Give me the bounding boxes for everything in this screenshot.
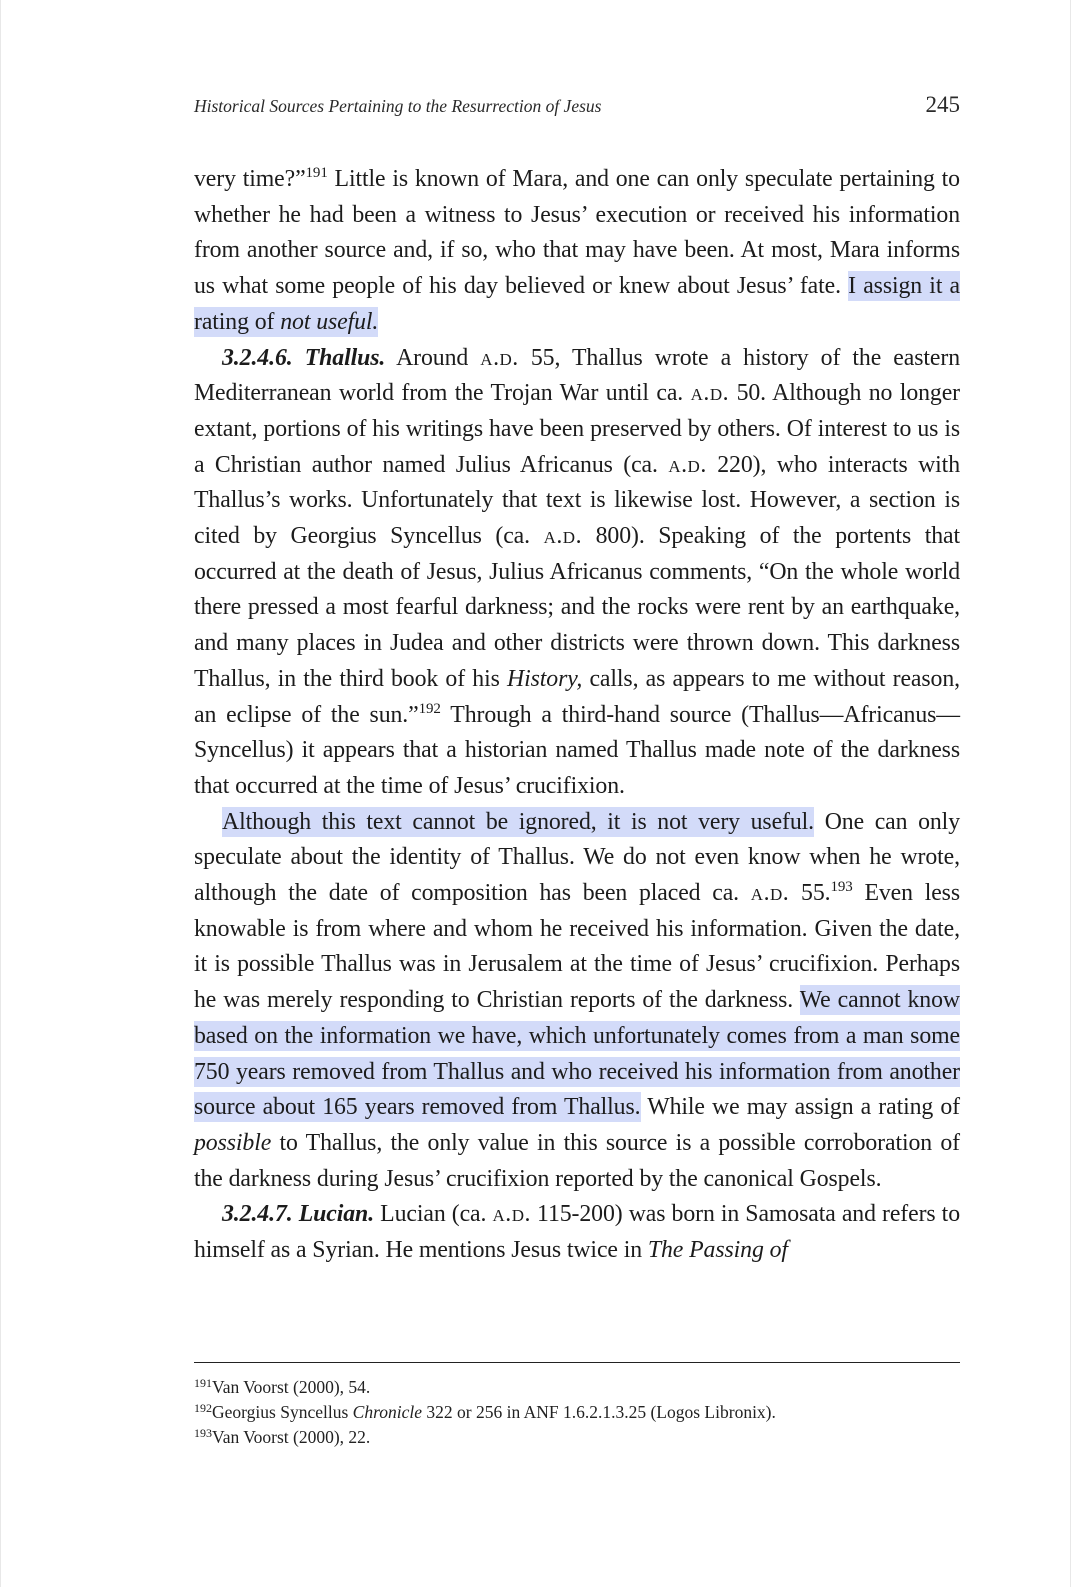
text-run: Even less knowable is from where and whom he received his information. Given the date, it is possible Thallus was in Jerusalem at the time of Jesus’ crucifixion. Perhaps he was merely responding to Christian reports of the darkness. (194, 880, 960, 1014)
footnote-number: 192 (194, 1401, 212, 1415)
footnote-number: 191 (194, 1376, 212, 1390)
paragraph-thallus (194, 341, 960, 805)
text-run: calls, as appears to me without reason, an eclipse of the sun.” (194, 665, 960, 728)
era-abbrev: a.d. (750, 880, 790, 907)
footnote-193 (194, 1425, 960, 1450)
highlight-cannot-know[interactable]: We cannot know based on the information we have, which unfortunately comes from a man some 750 years removed from Thallus and who received his information from another source about 165 years removed from Thallus. (194, 987, 960, 1121)
footnote-text: Van Voorst (2000), 54. (212, 1377, 371, 1397)
era-abbrev: a.d. (543, 523, 583, 550)
paragraph-mara-conclusion (194, 162, 960, 341)
rating-term: not useful. (280, 308, 379, 335)
text-run: 55. (789, 880, 831, 907)
highlight-not-very-useful[interactable]: Although this text cannot be ignored, it is not very useful. (222, 808, 815, 835)
rating-term: possible (194, 1129, 272, 1156)
text-run: 55, Thallus wrote a history of the eastern Mediterranean world from the Trojan War until ca. (194, 344, 960, 407)
paragraph-thallus-evaluation (194, 805, 960, 1198)
section-heading-lucian: Lucian. (298, 1201, 375, 1228)
footnote-192 (194, 1400, 960, 1425)
era-abbrev: a.d. (690, 380, 730, 407)
footnote-text: Van Voorst (2000), 22. (212, 1427, 371, 1447)
running-title: Historical Sources Pertaining to the Resurrection of Jesus (194, 96, 602, 116)
page-number: 245 (925, 92, 960, 117)
section-number: 3.2.4.7. (222, 1201, 299, 1228)
text-run: Around (385, 344, 481, 371)
paragraph-lucian (194, 1197, 960, 1268)
footnote-text: Georgius Syncellus (212, 1402, 353, 1422)
text-run: One can only speculate about the identity of Thallus. We do not even know when he wrote, although the date of composition has been placed ca. (194, 808, 960, 907)
text-run: Little is known of Mara, and one can only speculate pertaining to whether he had been a witness to Jesus’ execution or received his information from another source and, if so, who that may have been. At most, Mara informs us what some people of his day believed or knew about Jesus’ fate. (194, 166, 960, 300)
text-run: 50. Although no longer extant, portions of his writings have been preserved by others. Of interest to us is a Christian author named Julius Africanus (ca. (194, 380, 960, 478)
section-heading-thallus: Thallus. (304, 344, 386, 371)
book-title-history: History, (507, 665, 583, 692)
text-run: to Thallus, the only value in this source is a possible corroboration of the darkness during Jesus’ crucifixion reported by the canonical Gospels. (194, 1129, 960, 1192)
text-run: very time?” (194, 166, 306, 192)
footnote-number: 193 (194, 1426, 212, 1440)
text-run: Lucian (ca. (374, 1201, 493, 1228)
text-run: While we may assign a rating of (640, 1094, 960, 1121)
footnotes (194, 1375, 960, 1450)
text-run: Through a third-hand source (Thallus—Africanus—Syncellus) it appears that a historian named Thallus made note of the darkness that occurred at the time of Jesus’ crucifixion. (194, 701, 960, 799)
era-abbrev: a.d. (480, 344, 519, 371)
footnote-ref-191[interactable]: 191 (305, 165, 328, 181)
footnote-text: 322 or 256 in ANF 1.6.2.1.3.25 (Logos Libronix). (422, 1402, 776, 1422)
section-number: 3.2.4.6. (222, 344, 305, 371)
text-run: 115-200) was born in Samosata and refers to himself as a Syrian. He mentions Jesus twice in (194, 1201, 960, 1264)
footnote-ref-192[interactable]: 192 (418, 700, 441, 717)
body-text (194, 162, 960, 1269)
era-abbrev: a.d. (492, 1201, 531, 1228)
footnote-191 (194, 1375, 960, 1400)
era-abbrev: a.d. (668, 451, 707, 478)
highlight-text: I assign it a rating of (194, 273, 960, 335)
text-run: 800). Speaking of the portents that occurred at the death of Jesus, Julius Africanus comments, “On the whole world there pressed a most fearful darkness; and the rocks were rent by an earthquake, and many places in Judea and other districts were thrown down. This darkness Thallus, in the third book of his (194, 523, 960, 692)
footnote-ref-193[interactable]: 193 (830, 879, 853, 896)
book-title-passing: The Passing of (647, 1237, 788, 1264)
running-head (194, 92, 960, 122)
book-title-chronicle: Chronicle (352, 1402, 422, 1422)
footnote-divider (194, 1362, 960, 1363)
text-run: 220), who interacts with Thallus’s works. Unfortunately that text is likewise lost. However, a section is cited by Georgius Syncellus (ca. (194, 451, 960, 550)
